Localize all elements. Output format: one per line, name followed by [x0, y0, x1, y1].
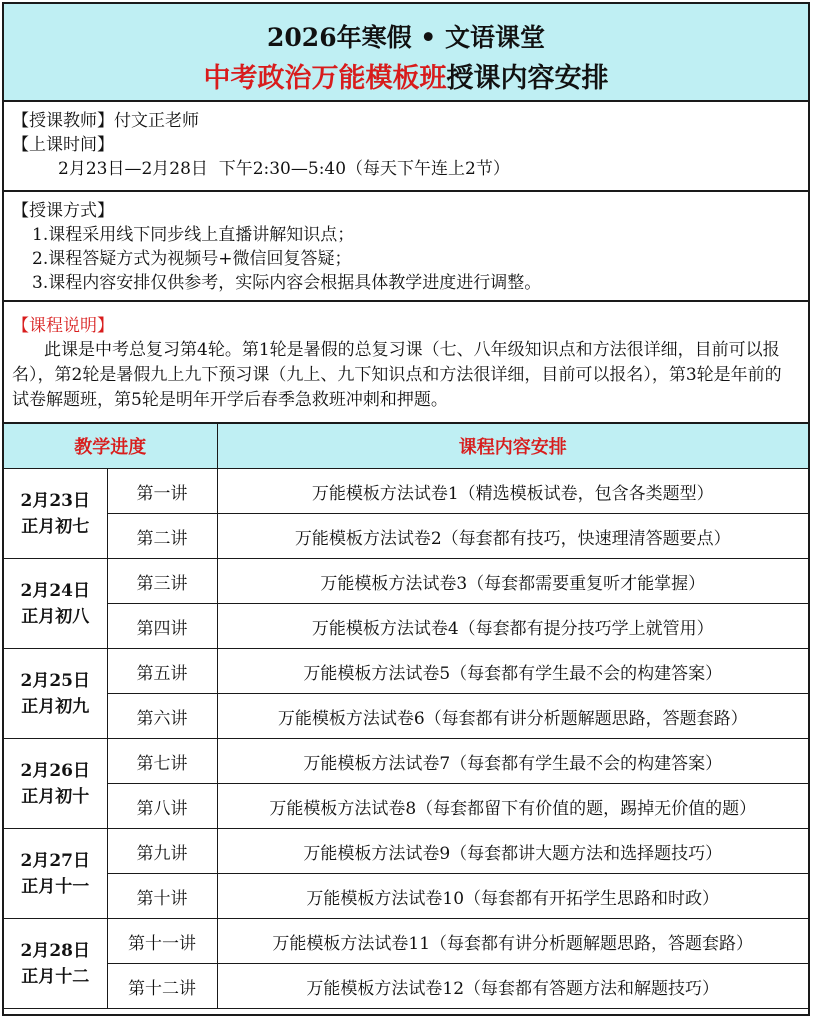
lecture-content: 万能模板方法试卷5（每套都有学生最不会的构建答案） — [217, 649, 808, 694]
teacher-label: 【授课教师】 — [12, 111, 114, 131]
lecture-name: 第八讲 — [107, 784, 217, 829]
method-item: 1.课程采用线下同步线上直播讲解知识点； — [32, 225, 355, 245]
lecture-name: 第九讲 — [107, 829, 217, 874]
lecture-content: 万能模板方法试卷4（每套都有提分技巧学上就管用） — [217, 604, 808, 649]
description-label: 【课程说明】 — [12, 316, 114, 336]
lecture-content: 万能模板方法试卷3（每套都需要重复听才能掌握） — [217, 559, 808, 604]
table-row — [4, 739, 808, 784]
schedule-table — [4, 424, 808, 1009]
lecture-name: 第十一讲 — [107, 919, 217, 964]
lecture-content: 万能模板方法试卷6（每套都有讲分析题解题思路，答题套路） — [217, 694, 808, 739]
course-name: 中考政治万能模板班 — [203, 63, 447, 94]
time-value: 2月23日—2月28日 下午2:30—5:40（每天下午连上2节） — [58, 159, 510, 179]
method-item: 2.课程答疑方式为视频号+微信回复答疑； — [32, 249, 352, 269]
lecture-content: 万能模板方法试卷2（每套都有技巧，快速理清答题要点） — [217, 514, 808, 559]
method-label: 【授课方式】 — [12, 201, 114, 221]
day-lunar: 正月初七 — [21, 516, 90, 537]
day-lunar: 正月十二 — [21, 966, 90, 987]
lecture-content: 万能模板方法试卷1（精选模板试卷，包含各类题型） — [217, 469, 808, 514]
lecture-name: 第六讲 — [107, 694, 217, 739]
lecture-name: 第二讲 — [107, 514, 217, 559]
day-date: 2月25日 — [20, 670, 90, 691]
lecture-content: 万能模板方法试卷8（每套都留下有价值的题，踢掉无价值的题） — [217, 784, 808, 829]
lecture-name: 第十二讲 — [107, 964, 217, 1009]
method-item: 3.课程内容安排仅供参考，实际内容会根据具体教学进度进行调整。 — [32, 273, 542, 293]
day-cell — [4, 919, 107, 1009]
lecture-content: 万能模板方法试卷12（每套都有答题方法和解题技巧） — [217, 964, 808, 1009]
time-label: 【上课时间】 — [12, 135, 114, 155]
teacher-time-section — [4, 102, 808, 192]
lecture-name: 第五讲 — [107, 649, 217, 694]
description-section — [4, 302, 808, 424]
header-title: 2026年寒假 • 文语课堂 — [267, 23, 545, 52]
table-header-row — [4, 424, 808, 469]
day-date: 2月23日 — [20, 490, 90, 511]
lecture-name: 第四讲 — [107, 604, 217, 649]
table-row — [4, 784, 808, 829]
day-date: 2月28日 — [20, 940, 90, 961]
lecture-content: 万能模板方法试卷10（每套都有开拓学生思路和时政） — [217, 874, 808, 919]
header-subtitle — [4, 56, 808, 95]
lecture-name: 第七讲 — [107, 739, 217, 784]
day-cell — [4, 829, 107, 919]
description-text: 此课是中考总复习第4轮。第1轮是暑假的总复习课（七、八年级知识点和方法很详细，目前可以报名），第2轮是暑假九上九下预习课（九上、九下知识点和方法很详细，目前可以报名），第3轮是年前的试卷解题班，第5轮是明年开学后春季急救班冲刺和押题。 — [12, 340, 782, 410]
teacher-name: 付文正老师 — [114, 111, 199, 131]
lecture-content: 万能模板方法试卷9（每套都讲大题方法和选择题技巧） — [217, 829, 808, 874]
table-row — [4, 964, 808, 1009]
day-lunar: 正月初十 — [21, 786, 90, 807]
day-date: 2月26日 — [20, 760, 90, 781]
teacher-line — [12, 109, 808, 133]
progress-header: 教学进度 — [4, 424, 217, 469]
day-cell — [4, 469, 107, 559]
day-cell — [4, 739, 107, 829]
table-row — [4, 919, 808, 964]
table-row — [4, 829, 808, 874]
day-lunar: 正月十一 — [21, 876, 90, 897]
content-header: 课程内容安排 — [217, 424, 808, 469]
page-header — [4, 4, 808, 102]
table-row — [4, 649, 808, 694]
table-row — [4, 559, 808, 604]
day-cell — [4, 559, 107, 649]
table-row — [4, 469, 808, 514]
lecture-name: 第十讲 — [107, 874, 217, 919]
table-row — [4, 694, 808, 739]
table-row — [4, 874, 808, 919]
lecture-content: 万能模板方法试卷7（每套都有学生最不会的构建答案） — [217, 739, 808, 784]
schedule-sheet — [2, 2, 810, 1016]
day-lunar: 正月初九 — [21, 696, 90, 717]
day-date: 2月27日 — [20, 850, 90, 871]
day-date: 2月24日 — [20, 580, 90, 601]
method-section — [4, 192, 808, 302]
subtitle-suffix: 授课内容安排 — [446, 63, 609, 94]
day-cell — [4, 649, 107, 739]
table-row — [4, 604, 808, 649]
lecture-content: 万能模板方法试卷11（每套都有讲分析题解题思路，答题套路） — [217, 919, 808, 964]
day-lunar: 正月初八 — [21, 606, 90, 627]
lecture-name: 第一讲 — [107, 469, 217, 514]
lecture-name: 第三讲 — [107, 559, 217, 604]
table-row — [4, 514, 808, 559]
